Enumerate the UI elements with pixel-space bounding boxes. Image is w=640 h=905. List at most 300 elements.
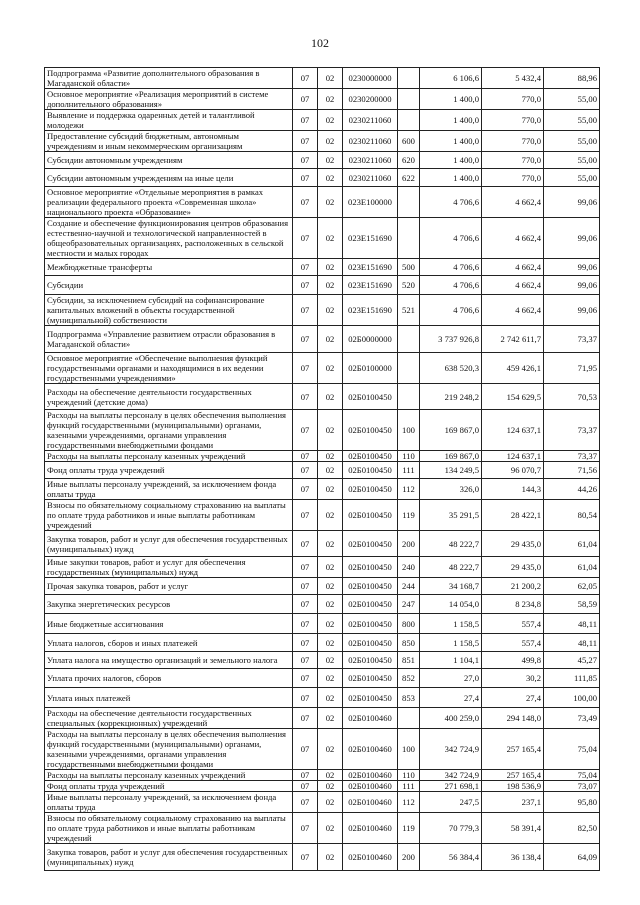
cell-expense-type: 119 [398,500,420,531]
cell-percent: 55,00 [544,131,600,152]
cell-subsection: 02 [318,152,343,169]
cell-section: 07 [293,595,318,614]
cell-percent: 73,07 [544,781,600,792]
cell-executed: 58 391,4 [482,813,544,844]
cell-expense-type [398,384,420,410]
cell-percent: 99,06 [544,218,600,259]
cell-name: Прочая закупка товаров, работ и услуг [45,578,293,595]
cell-subsection: 02 [318,187,343,218]
cell-target-article: 0230000000 [343,68,398,89]
table-row [45,729,600,770]
cell-planned: 4 706,6 [420,187,482,218]
cell-executed: 5 432,4 [482,68,544,89]
cell-target-article: 02Б0100450 [343,652,398,669]
table-row [45,451,600,462]
cell-section: 07 [293,770,318,781]
cell-subsection: 02 [318,634,343,652]
cell-target-article: 02Б0100460 [343,813,398,844]
cell-percent: 73,37 [544,451,600,462]
cell-expense-type: 800 [398,614,420,634]
cell-target-article: 02Б0000000 [343,326,398,353]
cell-executed: 144,3 [482,479,544,500]
cell-executed: 198 536,9 [482,781,544,792]
cell-planned: 169 867,0 [420,410,482,451]
cell-subsection: 02 [318,479,343,500]
cell-planned: 1 158,5 [420,614,482,634]
cell-expense-type: 500 [398,259,420,276]
cell-executed: 294 148,0 [482,708,544,729]
cell-percent: 61,04 [544,531,600,557]
cell-target-article: 02Б0100460 [343,708,398,729]
cell-section: 07 [293,844,318,871]
cell-expense-type: 111 [398,781,420,792]
cell-executed: 124 637,1 [482,451,544,462]
cell-expense-type: 100 [398,729,420,770]
cell-target-article: 02Б0100450 [343,479,398,500]
cell-executed: 459 426,1 [482,353,544,384]
cell-planned: 326,0 [420,479,482,500]
cell-subsection: 02 [318,110,343,131]
cell-percent: 73,37 [544,326,600,353]
cell-executed: 154 629,5 [482,384,544,410]
cell-executed: 4 662,4 [482,295,544,326]
cell-target-article: 0230211060 [343,169,398,187]
table-row [45,652,600,669]
cell-name: Взносы по обязательному социальному страхованию на выплаты по оплате труда работников и иные выплаты работникам учреждений [45,500,293,531]
cell-percent: 80,54 [544,500,600,531]
cell-target-article: 02Б0100450 [343,634,398,652]
table-row [45,68,600,89]
cell-section: 07 [293,187,318,218]
cell-target-article: 02Б0100450 [343,614,398,634]
cell-target-article: 02Б0100450 [343,500,398,531]
cell-expense-type: 119 [398,813,420,844]
cell-executed: 770,0 [482,169,544,187]
cell-planned: 14 054,0 [420,595,482,614]
cell-section: 07 [293,688,318,708]
cell-name: Подпрограмма «Управление развитием отрасли образования в Магаданской области» [45,326,293,353]
cell-expense-type [398,187,420,218]
cell-section: 07 [293,531,318,557]
cell-percent: 75,04 [544,729,600,770]
cell-subsection: 02 [318,531,343,557]
cell-planned: 1 400,0 [420,131,482,152]
table-row [45,218,600,259]
cell-executed: 2 742 611,7 [482,326,544,353]
cell-name: Субсидии автономным учреждениям [45,152,293,169]
cell-expense-type: 851 [398,652,420,669]
cell-planned: 27,4 [420,688,482,708]
cell-subsection: 02 [318,462,343,479]
cell-name: Основное мероприятие «Отдельные мероприятия в рамках реализации федерального проекта «Современная школа» национального проекта «Образование» [45,187,293,218]
cell-target-article: 023E151690 [343,259,398,276]
cell-name: Фонд оплаты труда учреждений [45,781,293,792]
cell-target-article: 02Б0100460 [343,792,398,813]
cell-executed: 27,4 [482,688,544,708]
table-row [45,152,600,169]
table-row [45,384,600,410]
cell-expense-type: 112 [398,479,420,500]
cell-expense-type: 521 [398,295,420,326]
cell-subsection: 02 [318,557,343,578]
cell-planned: 4 706,6 [420,295,482,326]
cell-percent: 99,06 [544,259,600,276]
table-row [45,669,600,688]
cell-target-article: 02Б0100460 [343,770,398,781]
cell-expense-type: 600 [398,131,420,152]
cell-name: Расходы на выплаты персоналу казенных учреждений [45,770,293,781]
cell-target-article: 0230211060 [343,152,398,169]
cell-executed: 8 234,8 [482,595,544,614]
cell-section: 07 [293,614,318,634]
cell-name: Уплата прочих налогов, сборов [45,669,293,688]
cell-subsection: 02 [318,89,343,110]
cell-planned: 6 106,6 [420,68,482,89]
cell-section: 07 [293,451,318,462]
cell-percent: 62,05 [544,578,600,595]
cell-name: Расходы на обеспечение деятельности государственных специальных (коррекционных) учреждений [45,708,293,729]
cell-subsection: 02 [318,595,343,614]
cell-subsection: 02 [318,259,343,276]
cell-expense-type [398,110,420,131]
table-row [45,634,600,652]
cell-subsection: 02 [318,614,343,634]
cell-expense-type: 110 [398,451,420,462]
cell-expense-type [398,326,420,353]
cell-target-article: 023E100000 [343,187,398,218]
cell-planned: 1 400,0 [420,110,482,131]
table-row [45,614,600,634]
cell-target-article: 02Б0100450 [343,669,398,688]
cell-executed: 257 165,4 [482,770,544,781]
cell-planned: 1 104,1 [420,652,482,669]
table-row [45,531,600,557]
cell-expense-type: 100 [398,410,420,451]
cell-name: Подпрограмма «Развитие дополнительного образования в Магаданской области» [45,68,293,89]
cell-expense-type: 240 [398,557,420,578]
cell-executed: 96 070,7 [482,462,544,479]
cell-subsection: 02 [318,276,343,295]
cell-executed: 4 662,4 [482,259,544,276]
table-row [45,89,600,110]
cell-section: 07 [293,326,318,353]
cell-subsection: 02 [318,451,343,462]
cell-expense-type: 200 [398,531,420,557]
cell-name: Иные бюджетные ассигнования [45,614,293,634]
cell-planned: 1 400,0 [420,152,482,169]
cell-target-article: 02Б0100450 [343,557,398,578]
cell-subsection: 02 [318,218,343,259]
table-row [45,813,600,844]
cell-section: 07 [293,813,318,844]
table-row [45,462,600,479]
cell-percent: 99,06 [544,295,600,326]
cell-section: 07 [293,479,318,500]
cell-name: Иные закупки товаров, работ и услуг для обеспечения государственных (муниципальных) нужд [45,557,293,578]
cell-expense-type: 112 [398,792,420,813]
cell-executed: 4 662,4 [482,276,544,295]
table-row [45,500,600,531]
page-number: 102 [311,36,329,50]
cell-section: 07 [293,131,318,152]
cell-subsection: 02 [318,729,343,770]
cell-planned: 4 706,6 [420,259,482,276]
cell-percent: 48,11 [544,614,600,634]
cell-executed: 499,8 [482,652,544,669]
cell-subsection: 02 [318,326,343,353]
cell-name: Межбюджетные трансферты [45,259,293,276]
cell-percent: 88,96 [544,68,600,89]
cell-executed: 29 435,0 [482,557,544,578]
cell-subsection: 02 [318,652,343,669]
cell-executed: 770,0 [482,110,544,131]
cell-target-article: 02Б0100000 [343,353,398,384]
cell-subsection: 02 [318,295,343,326]
cell-section: 07 [293,652,318,669]
cell-name: Основное мероприятие «Обеспечение выполнения функций государственными органами и находящимися в их ведении государственными учреждениями» [45,353,293,384]
cell-percent: 44,26 [544,479,600,500]
cell-executed: 770,0 [482,131,544,152]
cell-section: 07 [293,578,318,595]
cell-planned: 638 520,3 [420,353,482,384]
cell-target-article: 0230200000 [343,89,398,110]
cell-target-article: 02Б0100450 [343,531,398,557]
cell-expense-type [398,218,420,259]
cell-section: 07 [293,353,318,384]
cell-executed: 557,4 [482,614,544,634]
cell-planned: 342 724,9 [420,729,482,770]
cell-subsection: 02 [318,410,343,451]
cell-target-article: 02Б0100460 [343,844,398,871]
cell-section: 07 [293,68,318,89]
cell-planned: 4 706,6 [420,218,482,259]
cell-name: Выявление и поддержка одаренных детей и талантливой молодежи [45,110,293,131]
cell-name: Субсидии [45,276,293,295]
budget-table-body [45,68,600,871]
cell-target-article: 023E151690 [343,218,398,259]
table-row [45,276,600,295]
cell-target-article: 02Б0100460 [343,781,398,792]
cell-subsection: 02 [318,384,343,410]
cell-planned: 342 724,9 [420,770,482,781]
cell-section: 07 [293,259,318,276]
cell-percent: 100,00 [544,688,600,708]
cell-planned: 34 168,7 [420,578,482,595]
cell-name: Закупка товаров, работ и услуг для обеспечения государственных (муниципальных) нужд [45,844,293,871]
cell-executed: 237,1 [482,792,544,813]
cell-percent: 82,50 [544,813,600,844]
table-row [45,595,600,614]
cell-target-article: 0230211060 [343,110,398,131]
cell-executed: 557,4 [482,634,544,652]
cell-planned: 219 248,2 [420,384,482,410]
cell-percent: 70,53 [544,384,600,410]
cell-subsection: 02 [318,131,343,152]
cell-name: Закупка энергетических ресурсов [45,595,293,614]
cell-planned: 4 706,6 [420,276,482,295]
cell-section: 07 [293,89,318,110]
cell-subsection: 02 [318,669,343,688]
cell-planned: 1 400,0 [420,89,482,110]
cell-planned: 3 737 926,8 [420,326,482,353]
cell-percent: 99,06 [544,187,600,218]
cell-section: 07 [293,500,318,531]
cell-target-article: 02Б0100450 [343,595,398,614]
cell-planned: 70 779,3 [420,813,482,844]
cell-executed: 28 422,1 [482,500,544,531]
cell-percent: 73,37 [544,410,600,451]
cell-name: Основное мероприятие «Реализация мероприятий в системе дополнительного образования» [45,89,293,110]
cell-planned: 271 698,1 [420,781,482,792]
cell-expense-type [398,89,420,110]
cell-subsection: 02 [318,68,343,89]
cell-name: Создание и обеспечение функционирования центров образования естественно-научной и технологической направленностей в общеобразовательных организациях, расположенных в сельской местности и малых городах [45,218,293,259]
cell-planned: 247,5 [420,792,482,813]
cell-expense-type: 852 [398,669,420,688]
cell-expense-type: 853 [398,688,420,708]
cell-section: 07 [293,218,318,259]
cell-target-article: 02Б0100450 [343,688,398,708]
table-row [45,557,600,578]
cell-expense-type [398,353,420,384]
cell-name: Взносы по обязательному социальному страхованию на выплаты по оплате труда работников и иные выплаты работникам учреждений [45,813,293,844]
cell-expense-type [398,708,420,729]
table-row [45,410,600,451]
cell-percent: 71,95 [544,353,600,384]
cell-target-article: 02Б0100450 [343,462,398,479]
cell-planned: 169 867,0 [420,451,482,462]
cell-percent: 55,00 [544,152,600,169]
cell-percent: 111,85 [544,669,600,688]
table-row [45,844,600,871]
cell-subsection: 02 [318,844,343,871]
cell-subsection: 02 [318,813,343,844]
cell-executed: 4 662,4 [482,187,544,218]
cell-executed: 4 662,4 [482,218,544,259]
cell-target-article: 02Б0100450 [343,410,398,451]
cell-section: 07 [293,557,318,578]
cell-name: Уплата налогов, сборов и иных платежей [45,634,293,652]
table-row [45,708,600,729]
table-row [45,131,600,152]
cell-section: 07 [293,462,318,479]
table-row [45,259,600,276]
cell-target-article: 02Б0100450 [343,578,398,595]
table-row [45,792,600,813]
table-row [45,770,600,781]
cell-executed: 36 138,4 [482,844,544,871]
cell-subsection: 02 [318,792,343,813]
table-row [45,578,600,595]
table-row [45,110,600,131]
cell-subsection: 02 [318,353,343,384]
cell-planned: 56 384,4 [420,844,482,871]
cell-percent: 55,00 [544,89,600,110]
cell-name: Расходы на выплаты персоналу в целях обеспечения выполнения функций государственными (муниципальными) органами, казенными учреждениями, органами управления государственными внебюджетными фондами [45,729,293,770]
cell-subsection: 02 [318,578,343,595]
cell-executed: 770,0 [482,152,544,169]
cell-name: Субсидии, за исключением субсидий на софинансирование капитальных вложений в объекты государственной (муниципальной) собственности [45,295,293,326]
cell-percent: 99,06 [544,276,600,295]
cell-percent: 45,27 [544,652,600,669]
cell-percent: 58,59 [544,595,600,614]
cell-name: Расходы на обеспечение деятельности государственных учреждений (детские дома) [45,384,293,410]
cell-expense-type: 244 [398,578,420,595]
cell-executed: 257 165,4 [482,729,544,770]
cell-subsection: 02 [318,688,343,708]
cell-executed: 29 435,0 [482,531,544,557]
cell-name: Расходы на выплаты персоналу казенных учреждений [45,451,293,462]
cell-expense-type: 620 [398,152,420,169]
cell-name: Фонд оплаты труда учреждений [45,462,293,479]
cell-name: Расходы на выплаты персоналу в целях обеспечения выполнения функций государственными (муниципальными) органами, казенными учреждениями, органами управления государственными внебюджетными фондами [45,410,293,451]
cell-target-article: 023E151690 [343,276,398,295]
cell-expense-type: 200 [398,844,420,871]
cell-planned: 400 259,0 [420,708,482,729]
cell-planned: 35 291,5 [420,500,482,531]
cell-section: 07 [293,295,318,326]
cell-expense-type: 622 [398,169,420,187]
cell-expense-type: 850 [398,634,420,652]
cell-target-article: 02Б0100460 [343,729,398,770]
cell-planned: 1 400,0 [420,169,482,187]
cell-section: 07 [293,276,318,295]
cell-name: Предоставление субсидий бюджетным, автономным учреждениям и иным некоммерческим организациям [45,131,293,152]
cell-percent: 73,49 [544,708,600,729]
table-row [45,353,600,384]
cell-planned: 1 158,5 [420,634,482,652]
cell-expense-type: 520 [398,276,420,295]
table-row [45,479,600,500]
table-row [45,169,600,187]
cell-percent: 55,00 [544,169,600,187]
cell-section: 07 [293,708,318,729]
cell-name: Иные выплаты персоналу учреждений, за исключением фонда оплаты труда [45,479,293,500]
cell-target-article: 02Б0100450 [343,384,398,410]
cell-name: Иные выплаты персоналу учреждений, за исключением фонда оплаты труда [45,792,293,813]
cell-section: 07 [293,152,318,169]
cell-subsection: 02 [318,169,343,187]
cell-name: Субсидии автономным учреждениям на иные цели [45,169,293,187]
cell-percent: 48,11 [544,634,600,652]
cell-section: 07 [293,634,318,652]
cell-section: 07 [293,169,318,187]
cell-percent: 55,00 [544,110,600,131]
cell-subsection: 02 [318,708,343,729]
cell-name: Уплата иных платежей [45,688,293,708]
cell-percent: 75,04 [544,770,600,781]
cell-section: 07 [293,669,318,688]
table-row [45,187,600,218]
cell-expense-type: 110 [398,770,420,781]
cell-name: Уплата налога на имущество организаций и земельного налога [45,652,293,669]
cell-subsection: 02 [318,770,343,781]
table-row [45,688,600,708]
cell-section: 07 [293,781,318,792]
cell-planned: 48 222,7 [420,531,482,557]
cell-section: 07 [293,110,318,131]
cell-planned: 134 249,5 [420,462,482,479]
cell-planned: 27,0 [420,669,482,688]
cell-section: 07 [293,729,318,770]
cell-target-article: 02Б0100450 [343,451,398,462]
cell-percent: 95,80 [544,792,600,813]
cell-percent: 64,09 [544,844,600,871]
cell-subsection: 02 [318,500,343,531]
cell-executed: 770,0 [482,89,544,110]
cell-expense-type: 247 [398,595,420,614]
cell-executed: 124 637,1 [482,410,544,451]
